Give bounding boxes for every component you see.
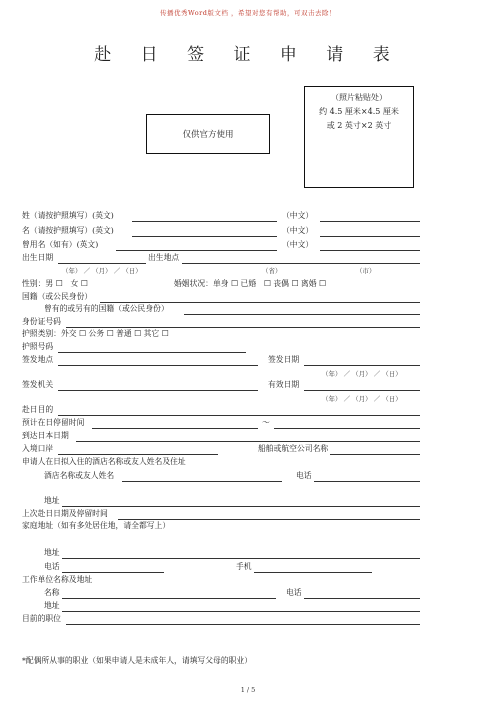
page-number: 1 / 5 [240,686,256,694]
mobile-field[interactable] [254,572,372,573]
former-name-label: 曾用名（如有）(英文) [22,240,99,249]
last-visit-label: 上次赴日日期及停留时间 [22,509,108,518]
header-note: 传播优秀Word版文档 ，希望对您有帮助，可双击去除！ [160,9,336,17]
birth-place-label: 出生地点 [148,253,180,262]
given-name-label: 名（请按护照填写）(英文) [22,226,114,235]
former-name-cn-field[interactable] [320,250,420,251]
given-name-cn-field[interactable] [320,236,420,237]
purpose-label: 赴日目的 [22,405,54,414]
ship-airline-field[interactable] [330,454,420,455]
passport-number-label: 护照号码 [22,342,54,351]
official-use-label: 仅供官方使用 [182,130,234,140]
expiry-date-hint: （年） ／ （月） ／ （日） [322,395,402,403]
issue-place-field[interactable] [58,365,258,366]
hotel-phone-label: 电话 [296,471,312,480]
hotel-name-field[interactable] [122,481,282,482]
birth-province-hint: （省） [262,267,282,275]
purpose-field[interactable] [58,415,420,416]
home-address-field[interactable] [62,558,420,559]
home-phone-field[interactable] [62,572,164,573]
photo-box-line-3: 或 2 英寸×2 英寸 [326,121,392,130]
issue-date-field[interactable] [304,365,420,366]
page-title: 赴 日 签 证 申 请 表 [94,45,402,65]
birth-date-hint: （年） ／ （月） ／ （日） [62,267,142,275]
marital-status-options[interactable]: 婚姻状况：单身 ☐ 已婚 ☐ 丧偶 ☐ 离婚 ☐ [174,279,326,288]
employer-address-field[interactable] [62,611,420,612]
passport-number-field[interactable] [58,352,246,353]
employer-address-label: 地址 [44,601,60,610]
last-visit-field[interactable] [118,519,420,520]
former-name-cn-label: （中文） [282,240,314,249]
stay-period-label: 预计在日停留时间 [22,418,85,427]
given-name-cn-label: （中文） [282,226,314,235]
photo-box [304,86,414,188]
photo-box-line-2: 约 4.5 厘米×4.5 厘米 [319,107,399,116]
hotel-address-field[interactable] [62,506,420,507]
home-address-sub-label: 地址 [44,548,60,557]
port-of-entry-field[interactable] [58,454,218,455]
former-name-en-field[interactable] [116,250,277,251]
nationality-field[interactable] [100,302,420,303]
former-nationality-label: 曾有的或另有的国籍（或公民身份） [44,304,169,313]
former-nationality-field[interactable] [184,314,420,315]
photo-box-line-1: （照片粘贴处） [331,93,387,102]
passport-type-options[interactable]: 护照类别：外交 ☐ 公务 ☐ 普通 ☐ 其它 ☐ [22,329,169,338]
surname-cn-field[interactable] [320,221,420,222]
spouse-job-label: *配偶所从事的职业（如果申请人是未成年人，请填写父母的职业） [22,656,253,665]
surname-en-field[interactable] [132,221,277,222]
issuing-authority-field[interactable] [58,390,258,391]
id-number-field[interactable] [66,327,420,328]
issue-date-hint: （年） ／ （月） ／ （日） [322,370,402,378]
hotel-name-label: 酒店名称或友人姓名 [44,471,115,480]
issue-place-label: 签发地点 [22,355,54,364]
arrival-date-field[interactable] [76,441,420,442]
id-number-label: 身份证号码 [22,317,61,326]
nationality-label: 国籍（或公民身份） [22,292,93,301]
birth-date-label: 出生日期 [22,253,54,262]
employer-phone-label: 电话 [286,588,302,597]
arrival-date-label: 到达日本日期 [22,431,69,440]
surname-label: 姓（请按护照填写）(英文) [22,211,114,220]
current-position-label: 目前的职位 [22,614,61,623]
mobile-label: 手机 [236,562,252,571]
ship-airline-label: 船舶或航空公司名称 [258,444,329,453]
current-position-field[interactable] [66,624,420,625]
issuing-authority-label: 签发机关 [22,380,54,389]
expiry-date-field[interactable] [304,390,420,391]
employer-phone-field[interactable] [304,598,420,599]
surname-cn-label: （中文） [282,211,314,220]
stay-period-end-field[interactable] [274,428,420,429]
gender-options[interactable]: 性别：男 ☐ 女 ☐ [22,279,88,288]
stay-period-tilde: ～ [262,418,270,427]
birth-place-field[interactable] [182,263,420,264]
employer-name-field[interactable] [62,598,276,599]
home-phone-label: 电话 [44,562,60,571]
official-use-box [146,114,270,154]
stay-period-start-field[interactable] [92,428,258,429]
hotel-phone-field[interactable] [314,481,420,482]
given-name-en-field[interactable] [132,236,277,237]
port-of-entry-label: 入境口岸 [22,444,54,453]
home-address-label: 家庭地址（如有多处居住地，请全都写上） [22,521,171,530]
hotel-intro-label: 申请人在日拟入住的酒店名称或友人姓名及住址 [22,457,186,466]
birth-city-hint: （市） [356,267,376,275]
expiry-date-label: 有效日期 [268,380,300,389]
issue-date-label: 签发日期 [268,355,300,364]
hotel-address-label: 地址 [44,496,60,505]
birth-date-field[interactable] [58,263,146,264]
employer-name-label: 名称 [44,588,60,597]
employer-label: 工作单位名称及地址 [22,575,93,584]
